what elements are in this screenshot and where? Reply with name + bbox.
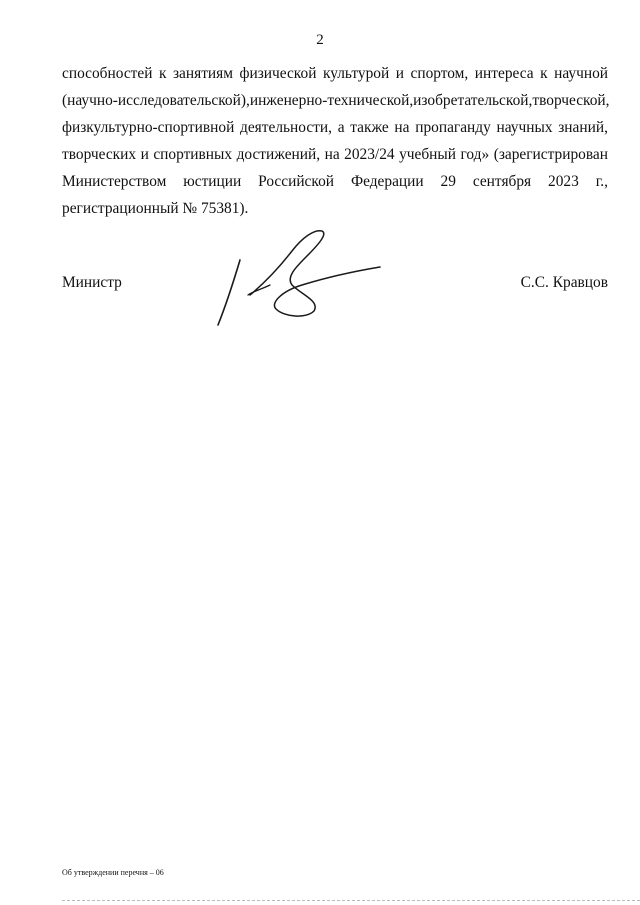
body-word: изобретательской,: [413, 92, 533, 109]
body-word: научной: [554, 65, 608, 82]
handwritten-signature: [210, 225, 390, 335]
body-word: 2023/24: [344, 146, 395, 163]
body-word: способностей: [62, 65, 153, 82]
body-text: [62, 60, 608, 222]
body-word: на: [394, 119, 410, 136]
body-word: инженерно-технической,: [249, 92, 414, 109]
body-word: а: [337, 119, 345, 136]
body-word: юстиции: [183, 173, 242, 190]
body-word: культурой: [322, 65, 390, 82]
body-word: достижений,: [236, 146, 321, 163]
body-line: [62, 141, 608, 168]
body-word: и: [395, 65, 404, 82]
body-word: к: [540, 65, 548, 82]
body-word: на: [324, 146, 340, 163]
body-word: спортивных: [153, 146, 233, 163]
body-word: интереса: [474, 65, 534, 82]
body-word: (зарегистрирован: [493, 146, 608, 163]
signer-name: С.С. Кравцов: [520, 274, 608, 291]
body-word: Федерации: [350, 173, 424, 190]
body-word: знаний,: [558, 119, 608, 136]
body-line: [62, 87, 608, 114]
body-word: пропаганду: [415, 119, 491, 136]
body-word: год»: [460, 146, 490, 163]
body-line: [62, 114, 608, 141]
body-word: (научно-исследовательской),: [62, 92, 250, 109]
body-word: учебный: [399, 146, 456, 163]
body-word: деятельности,: [240, 119, 332, 136]
body-word: занятиям: [172, 65, 233, 82]
body-word: и: [140, 146, 149, 163]
body-word: физкультурно-спортивной: [62, 119, 235, 136]
body-line: [62, 168, 608, 195]
body-word: Министерством: [62, 173, 167, 190]
body-last-line: регистрационный № 75381).: [62, 200, 249, 217]
body-word: к: [158, 65, 167, 82]
body-word: Российской: [258, 173, 335, 190]
body-word: физической: [239, 65, 317, 82]
body-word: творческой,: [532, 92, 610, 109]
scan-edge-divider: [62, 900, 640, 902]
footer-note: Об утверждении перечня – 06: [62, 868, 164, 877]
body-word: творческих: [62, 146, 137, 163]
signer-role: Министр: [62, 274, 122, 291]
body-word: также: [350, 119, 389, 136]
body-word: г.,: [595, 173, 608, 190]
page-number: 2: [316, 32, 324, 48]
body-word: научных: [496, 119, 553, 136]
body-word: сентября: [472, 173, 532, 190]
body-line: [62, 60, 608, 87]
body-word: спортом,: [410, 65, 469, 82]
body-word: 2023: [548, 173, 579, 190]
body-word: 29: [440, 173, 456, 190]
